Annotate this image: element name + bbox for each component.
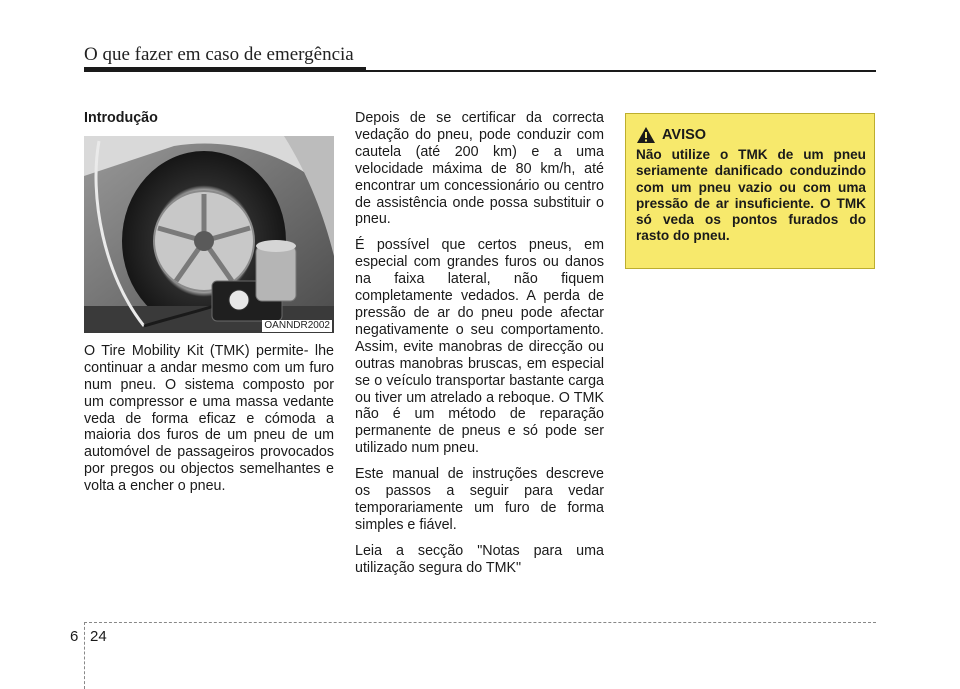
body-paragraph-3: Este manual de instruções descreve os passos a seguir para vedar temporariamente um furo de forma simples e fiável.: [355, 466, 604, 533]
footer-rule: [84, 622, 876, 623]
section-heading: Introdução: [84, 110, 158, 126]
footer-vertical-rule: [84, 622, 85, 689]
page-header-title: O que fazer em caso de emergência: [84, 44, 354, 65]
figure-code-label: OANNDR2002: [264, 319, 330, 331]
warning-title-row: [636, 126, 866, 144]
middle-column: [355, 110, 604, 586]
page-number: 24: [90, 628, 107, 645]
warning-box: [625, 113, 875, 269]
body-paragraph-2: É possível que certos pneus, em especial com grandes furos ou danos na faixa lateral, não fiquem completamente vedados. A perda de pressão de ar do pneu pode afectar negativamente o seu comportamento. Assim, evite manobras de direcção ou outras manobras bruscas, em especial se o veículo transportar bastante carga ou tiver um atrelado a reboque. O TMK não é um método de reparação permanente de pneus e só pode ser utilizado num pneu.: [355, 237, 604, 457]
warning-triangle-icon: [636, 126, 656, 144]
header-rule-thin: [366, 70, 876, 72]
tmk-figure: [84, 136, 334, 333]
chapter-number: 6: [70, 628, 79, 645]
body-paragraph-1: Depois de se certificar da correcta vedação do pneu, pode conduzir com cautela (até 200 km) e a uma velocidade máxima de 80 km/h, até encontrar um concessionário ou centro de assistência onde possa substituir o pneu.: [355, 110, 604, 228]
warning-text: Não utilize o TMK de um pneu seriamente danificado conduzindo com um pneu vazio ou com uma pressão de ar insuficiente. O TMK só veda os pontos furados do rasto do pneu.: [636, 147, 866, 244]
body-paragraph-4: Leia a secção "Notas para uma utilização segura do TMK": [355, 542, 604, 576]
header-rule-thick: [84, 67, 366, 72]
warning-title: AVISO: [662, 127, 707, 143]
tire-compressor-illustration: [84, 136, 334, 333]
intro-paragraph: O Tire Mobility Kit (TMK) permite- lhe continuar a andar mesmo com um furo num pneu. O sistema composto por um compressor e uma massa vedante veda de forma eficaz e cómoda a maioria dos furos de um pneu de um automóvel de passageiros provocados por pregos ou objectos semelhantes e volta a encher o pneu.: [84, 342, 334, 495]
left-column: [84, 110, 334, 504]
